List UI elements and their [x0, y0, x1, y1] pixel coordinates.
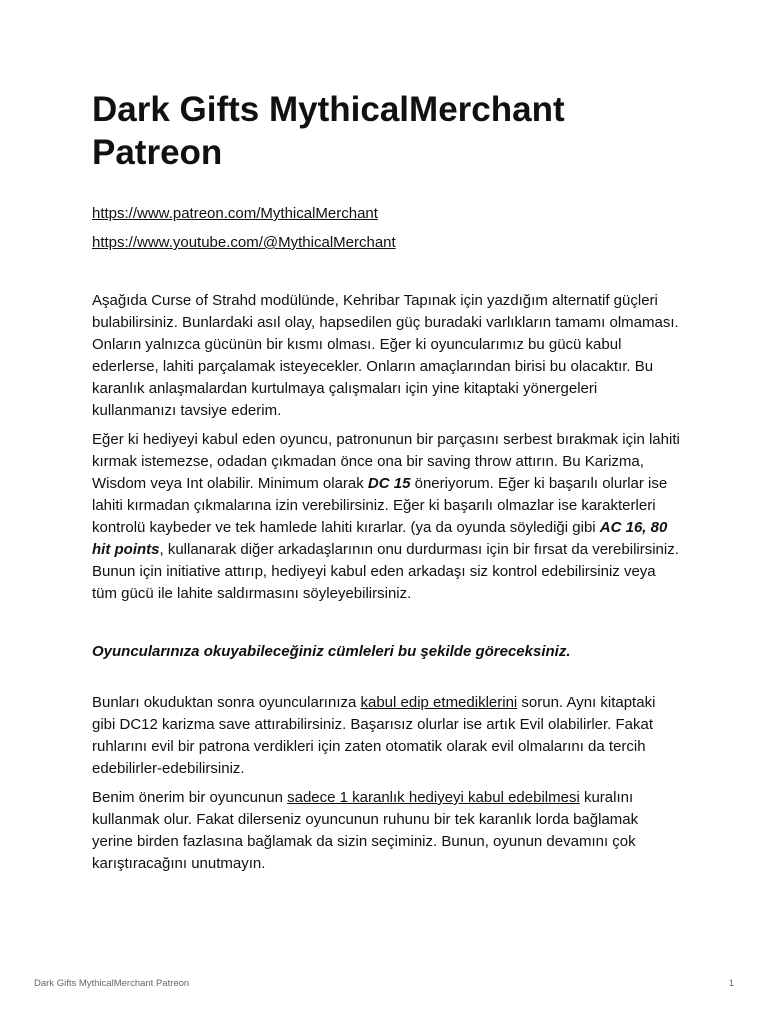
document-page — [92, 88, 682, 882]
link-list — [92, 203, 682, 254]
paragraph-intro: Aşağıda Curse of Strahd modülünde, Kehribar Tapınak için yazdığım alternatif güçleri bulabilirsiniz. Bunlardaki asıl olay, hapsedilen güç buradaki varlıkların tamamı olmaması. Onların yalnızca gücünün bir kısmı olması. Eğer ki oyuncularımız bu gücü kabul ederlerse, lahiti parçalamak isteyecekler. Onların amaçlarından birisi bu olacaktır. Bu karanlık anlaşmalardan kurtulmaya çalışmaları için yine kitaptaki yönergeleri kullanmanızı tavsiye ederim. — [92, 292, 679, 419]
page-number: 1 — [728, 978, 734, 989]
paragraph-text: öneriyorum. Eğer ki başarılı olurlar ise lahiti kırmadan çıkmalarına izin verebilirsiniz. Eğer ki başarılı olmazlar ise karakterleri kontrolü kaybeder ve tek hamlede lahiti kırarlar. (ya da oyunda söylediği gibi — [92, 475, 668, 536]
paragraph-recommendation — [92, 787, 682, 875]
paragraph-acceptance — [92, 692, 682, 780]
link-item — [92, 232, 682, 254]
paragraph-text: , kullanarak diğer arkadaşlarının onu durdurması için bir fırsat da verebilirsiniz. Bunun için initiative attırıp, hediyeyi kabul eden arkadaşı siz kontrol edebilirsiniz veya tüm gücü ile lahite saldırmasını söyleyebilirsiniz. — [92, 541, 679, 602]
dc-value: DC 15 — [367, 475, 411, 492]
paragraph-saving-throw — [92, 429, 682, 605]
paragraph-text: Benim önerim bir oyuncunun — [92, 789, 288, 806]
paragraph-text: Eğer ki hediyeyi kabul eden oyuncu, patronunun bir parçasını serbest bırakmak için lahiti kırmak istemezse, odadan çıkmadan önce ona bir saving throw attırın. Bu Karizma, Wisdom veya Int olabilir. Minimum olarak — [92, 431, 680, 492]
underlined-phrase: kabul edip etmediklerini — [360, 694, 518, 711]
paragraph-text: kuralını kullanmak olur. Fakat dilerseniz oyuncunun ruhunu bir tek karanlık lorda bağlamak yerine birden fazlasına bağlamak da sizin seçiminiz. Bunun, oyunun devamını çok karıştıracağını unutmayın. — [92, 789, 639, 872]
stat-block: AC 16, 80 hit points — [92, 519, 668, 558]
page-title: Dark Gifts MythicalMerchant Patreon — [92, 90, 565, 172]
read-aloud-note: Oyuncularınıza okuyabileceğiniz cümleleri bu şekilde göreceksiniz. — [92, 643, 571, 660]
patreon-link[interactable]: https://www.patreon.com/MythicalMerchant — [92, 205, 378, 222]
underlined-phrase: sadece 1 karanlık hediyeyi kabul edebilmesi — [287, 789, 580, 806]
paragraph-text: sorun. Aynı kitaptaki gibi DC12 karizma save attırabilirsiniz. Başarısız olurlar ise artık Evil olabilirler. Fakat ruhlarını evil bir patrona verdikleri için zaten otomatik olarak evil olmalarını da tercih edebilirler-edebilirsiniz. — [92, 694, 656, 777]
link-item — [92, 203, 682, 225]
youtube-link[interactable]: https://www.youtube.com/@MythicalMerchant — [92, 234, 396, 251]
paragraph-text: Bunları okuduktan sonra oyuncularınıza — [92, 694, 361, 711]
footer-title: Dark Gifts MythicalMerchant Patreon — [34, 978, 190, 989]
